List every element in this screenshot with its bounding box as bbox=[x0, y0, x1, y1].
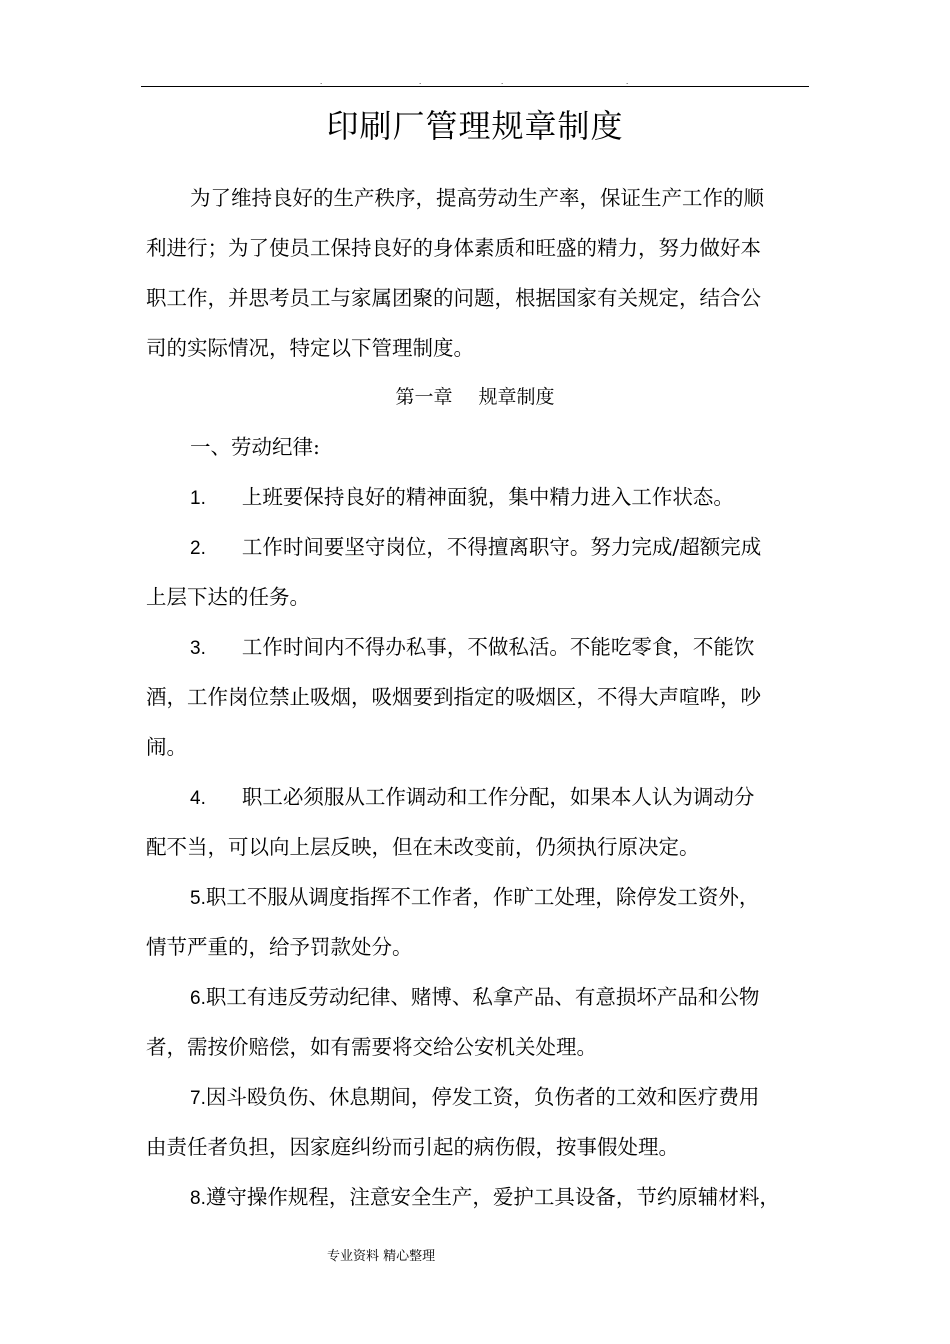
list-item bbox=[190, 483, 734, 513]
list-item bbox=[190, 1083, 759, 1113]
item-continuation: 上层下达的任务。 bbox=[146, 585, 310, 609]
chapter-name: 规章制度 bbox=[478, 386, 555, 408]
item-text: 职工必须服从工作调动和工作分配，如果本人认为调动分 bbox=[241, 785, 755, 809]
item-continuation: 情节严重的，给予罚款处分。 bbox=[146, 935, 413, 959]
item-continuation: 配不当，可以向上层反映，但在未改变前，仍须执行原决定。 bbox=[146, 835, 700, 859]
item-number: 5. bbox=[190, 888, 206, 909]
item-continuation: 闹。 bbox=[146, 735, 187, 759]
intro-line: 司的实际情况，特定以下管理制度。 bbox=[146, 336, 474, 360]
item-text: 工作时间要坚守岗位，不得擅离职守。努力完成/超额完成 bbox=[241, 535, 762, 559]
section-heading: 一、劳动纪律: bbox=[190, 435, 320, 459]
item-number: 1. bbox=[190, 488, 206, 509]
chapter-label: 第一章 bbox=[395, 386, 453, 408]
item-text: 职工不服从调度指挥不工作者，作旷工处理，除停发工资外， bbox=[205, 885, 760, 909]
list-item bbox=[190, 1183, 780, 1213]
document-title: 印刷厂管理规章制度 bbox=[326, 107, 624, 145]
item-text: 因斗殴负伤、休息期间，停发工资，负伤者的工效和医疗费用 bbox=[205, 1085, 760, 1109]
item-text: 上班要保持良好的精神面貌，集中精力进入工作状态。 bbox=[241, 485, 734, 509]
list-item bbox=[190, 633, 754, 663]
item-number: 2. bbox=[190, 538, 206, 559]
item-number: 8. bbox=[190, 1188, 206, 1209]
item-number: 4. bbox=[190, 788, 206, 809]
page-footer: 专业资料 精心整理 bbox=[327, 1249, 436, 1264]
item-continuation: 酒，工作岗位禁止吸烟，吸烟要到指定的吸烟区，不得大声喧哗，吵 bbox=[146, 685, 761, 709]
item-number: 7. bbox=[190, 1088, 206, 1109]
header-dot: . bbox=[626, 77, 629, 86]
intro-line: 职工作，并思考员工与家属团聚的问题，根据国家有关规定，结合公 bbox=[146, 286, 761, 310]
list-item bbox=[190, 883, 759, 913]
item-number: 3. bbox=[190, 638, 206, 659]
item-text: 遵守操作规程，注意安全生产，爱护工具设备，节约原辅材料， bbox=[205, 1185, 780, 1209]
item-number: 6. bbox=[190, 988, 206, 1009]
list-item bbox=[190, 983, 759, 1013]
header-dot: . bbox=[501, 77, 504, 86]
list-item bbox=[190, 533, 761, 563]
header-dot: . bbox=[419, 77, 422, 86]
item-continuation: 者，需按价赔偿，如有需要将交给公安机关处理。 bbox=[146, 1035, 597, 1059]
intro-line: 利进行；为了使员工保持良好的身体素质和旺盛的精力，努力做好本 bbox=[146, 236, 761, 260]
item-text: 职工有违反劳动纪律、赌博、私拿产品、有意损坏产品和公物 bbox=[205, 985, 760, 1009]
chapter-heading bbox=[0, 383, 950, 411]
item-text: 工作时间内不得办私事，不做私活。不能吃零食，不能饮 bbox=[241, 635, 755, 659]
item-continuation: 由责任者负担，因家庭纠纷而引起的病伤假，按事假处理。 bbox=[146, 1135, 679, 1159]
header-dot: . bbox=[320, 77, 323, 86]
intro-line: 为了维持良好的生产秩序，提高劳动生产率，保证生产工作的顺 bbox=[190, 186, 764, 210]
header-rule bbox=[141, 86, 809, 87]
list-item bbox=[190, 783, 754, 813]
